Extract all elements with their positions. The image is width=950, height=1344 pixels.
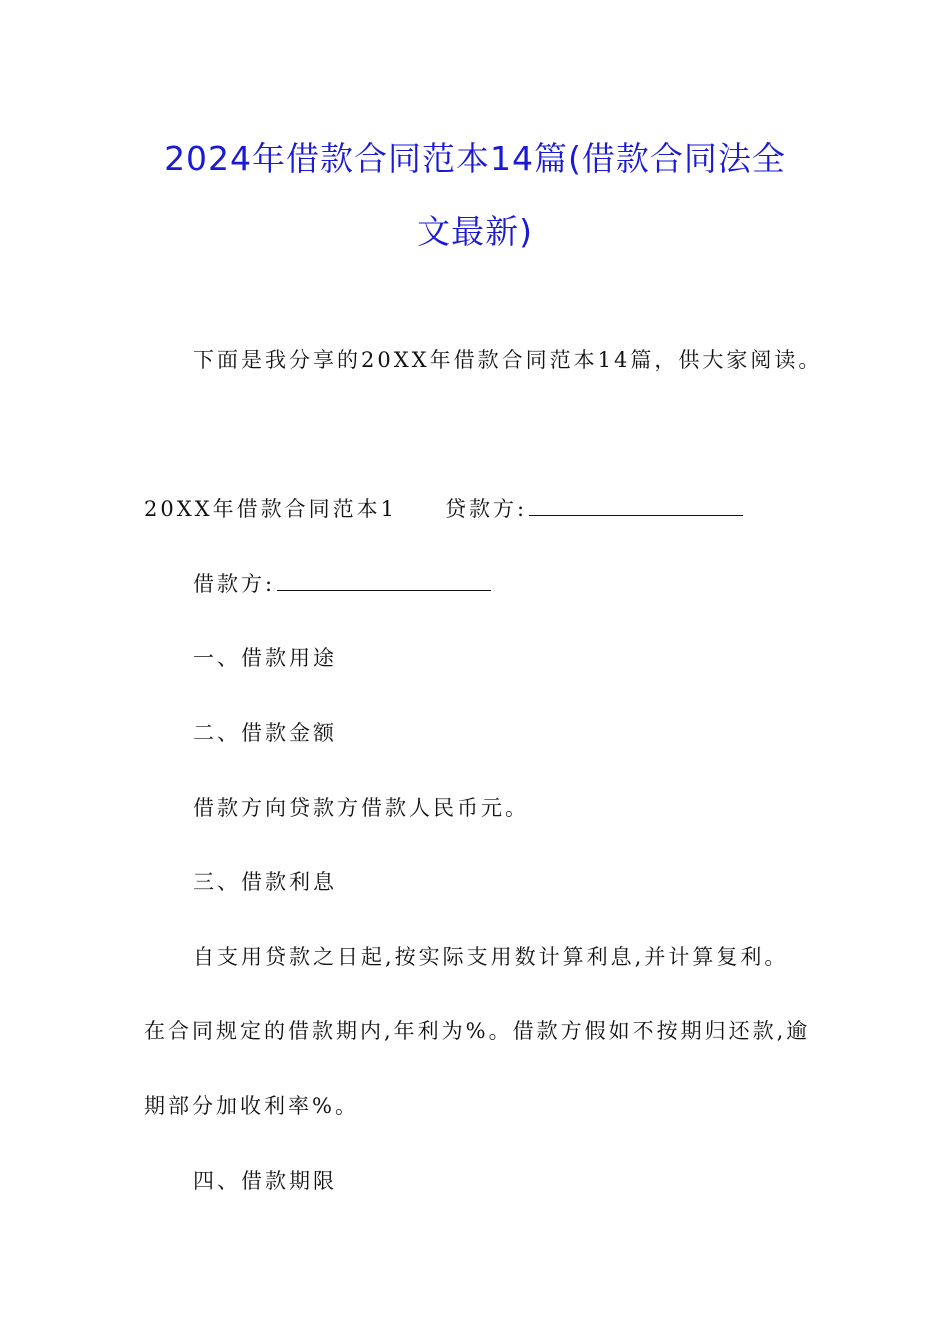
contract-1-header-line xyxy=(144,495,743,523)
document-title-line-2: 文最新) xyxy=(417,212,533,251)
clause-3-heading: 三、借款利息 xyxy=(193,870,337,894)
intro-paragraph: 下面是我分享的20XX年借款合同范本14篇，供大家阅读。 xyxy=(193,348,823,372)
lender-blank-line xyxy=(529,495,743,516)
clause-2-text: 借款方向贷款方借款人民币元。 xyxy=(193,796,529,820)
borrower-label: 借款方: xyxy=(193,572,276,596)
borrower-blank-line xyxy=(277,570,491,591)
document-title-line-1: 2024年借款合同范本14篇(借款合同法全 xyxy=(164,139,786,178)
lender-label: 贷款方: xyxy=(444,497,528,521)
clause-3-text-line-1: 自支用贷款之日起,按实际支用数计算利息,并计算复利。 xyxy=(193,945,789,969)
contract-1-heading: 20XX年借款合同范本1 xyxy=(144,497,397,521)
borrower-line xyxy=(193,570,491,598)
clause-3-text-line-3: 期部分加收利率%。 xyxy=(144,1094,359,1118)
clause-4-heading: 四、借款期限 xyxy=(193,1169,337,1193)
clause-3-text-line-2: 在合同规定的借款期内,年利为%。借款方假如不按期归还款,逾 xyxy=(144,1019,811,1043)
clause-1-heading: 一、借款用途 xyxy=(193,646,337,670)
clause-2-heading: 二、借款金额 xyxy=(193,721,337,745)
